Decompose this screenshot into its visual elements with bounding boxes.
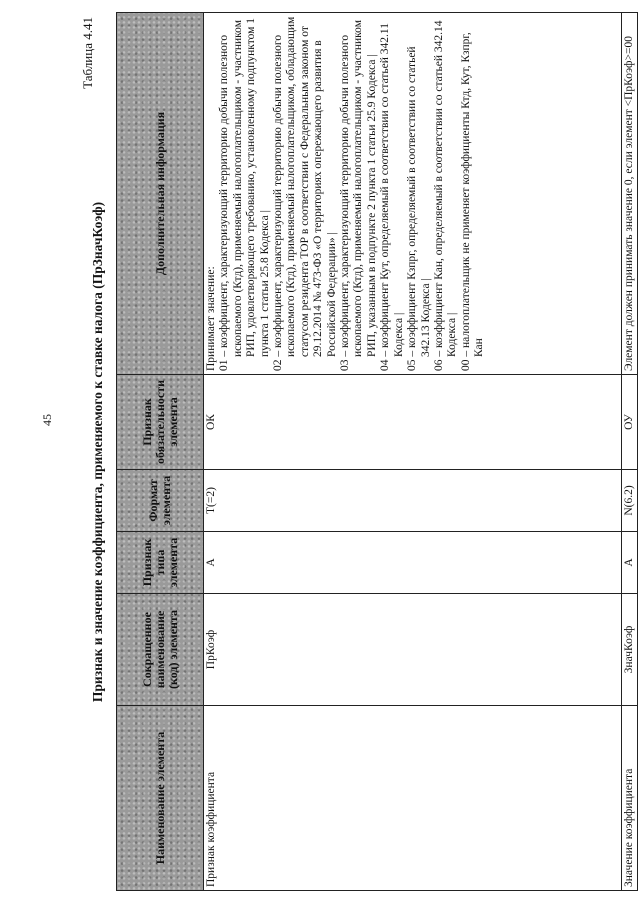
cell-element-code: ПрКоэф: [204, 594, 622, 706]
header-element-required: Признак обязательности элемента: [117, 375, 204, 470]
header-element-name: Наименование элемента: [117, 706, 204, 891]
info-item: 01 – коэффициент, характеризующий территорию добычи полезного ископаемого (Ктд), применяемый налогоплательщиком - участником РИП, удовлетворяющего требованию, установленному подпунктом 1 пункта 1 статьи 25.8 Кодекса |: [218, 17, 271, 371]
cell-element-required: ОК: [204, 375, 622, 470]
document-table: [116, 12, 638, 891]
page-number: 45: [40, 414, 54, 426]
cell-element-type: А: [622, 532, 638, 594]
cell-element-name: Признак коэффициента: [204, 706, 622, 891]
info-intro: Принимает значение:: [205, 266, 217, 371]
header-element-format: Формат элемента: [117, 470, 204, 532]
rotated-page: [80, 9, 640, 895]
table-row: [204, 13, 622, 891]
info-item: 04 – коэффициент Кут, определяемый в соответствии со статьей 342.11 Кодекса |: [379, 23, 405, 371]
info-item: 05 – коэффициент Кзпрг, определяемый в соответствии со статьей 342.13 Кодекса |: [406, 46, 432, 371]
header-additional-info: Дополнительная информация: [117, 13, 204, 375]
info-item: 03 – коэффициент, характеризующий территорию добычи полезного ископаемого (Ктд), применяемый налогоплательщиком - участником РИП, указанным в подпункте 2 пункта 1 статьи 25.9 Кодекса |: [339, 20, 378, 371]
header-element-type: Признак типа элемента: [117, 532, 204, 594]
cell-additional-info: [204, 13, 622, 375]
cell-element-format: T(=2): [204, 470, 622, 532]
cell-element-type: А: [204, 532, 622, 594]
cell-element-code: ЗначКоэф: [622, 594, 638, 706]
cell-element-required: ОУ: [622, 375, 638, 470]
info-item: 06 – коэффициент Кан, определяемый в соответствии со статьей 342.14 Кодекса |: [432, 20, 459, 371]
cell-additional-info: Элемент должен принимать значение 0, если элемент <ПрКоэф>=00: [622, 13, 638, 375]
table-header-row: [117, 13, 204, 891]
cell-element-name: Значение коэффициента: [622, 706, 638, 891]
table-row: [622, 13, 638, 891]
header-element-code: Сокращенное наименование (код) элемента: [117, 594, 204, 706]
table-title: Признак и значение коэффициента, применяемого к ставке налога (ПрЗначКоэф): [90, 201, 105, 703]
info-item: 02 – коэффициент, характеризующий территорию добычи полезного ископаемого (Ктд), применяемый налогоплательщиком, обладающим статусом резидента ТОР в соответствии с Федеральным законом от 29.12.2014 № 473-ФЗ «О территориях опережающего развития в Российской Федерации» |: [272, 16, 338, 371]
table-label: Таблица 4.41: [80, 17, 95, 89]
info-item: 00 – налогоплательщик не применяет коэффициенты Ктд, Кут, Кзпрг, Кан: [459, 32, 486, 371]
cell-element-format: N(6.2): [622, 470, 638, 532]
